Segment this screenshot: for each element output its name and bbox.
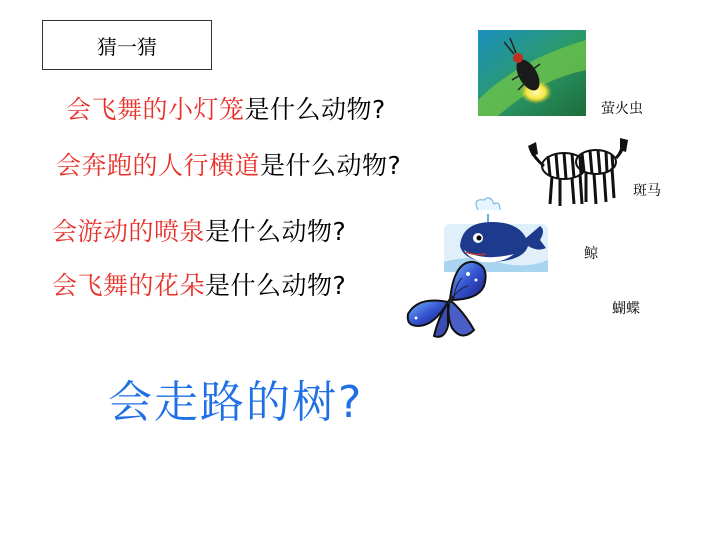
question-3 <box>52 212 346 248</box>
question-3-riddle: 会游动的喷泉 <box>52 217 206 246</box>
question-2 <box>56 146 401 182</box>
question-2-riddle: 会奔跑的人行横道 <box>56 151 261 180</box>
slide-title: 猜一猜 <box>97 34 157 59</box>
question-1 <box>66 90 386 126</box>
answer-whale: 鲸 <box>584 246 598 262</box>
butterfly-image <box>404 256 492 342</box>
question-4-riddle: 会飞舞的花朵 <box>52 271 206 300</box>
question-1-riddle: 会飞舞的小灯笼 <box>66 95 245 124</box>
question-2-ask: 是什么动物? <box>260 151 402 180</box>
question-3-ask: 是什么动物? <box>205 217 347 246</box>
title-box <box>42 20 212 70</box>
question-4 <box>52 266 346 302</box>
answer-zebra: 斑马 <box>633 183 661 199</box>
final-question: 会走路的树? <box>108 377 364 428</box>
question-4-ask: 是什么动物? <box>205 271 347 300</box>
answer-butterfly: 蝴蝶 <box>612 301 640 317</box>
answer-firefly: 萤火虫 <box>601 101 643 117</box>
firefly-image <box>478 30 586 116</box>
question-1-ask: 是什么动物? <box>244 95 386 124</box>
